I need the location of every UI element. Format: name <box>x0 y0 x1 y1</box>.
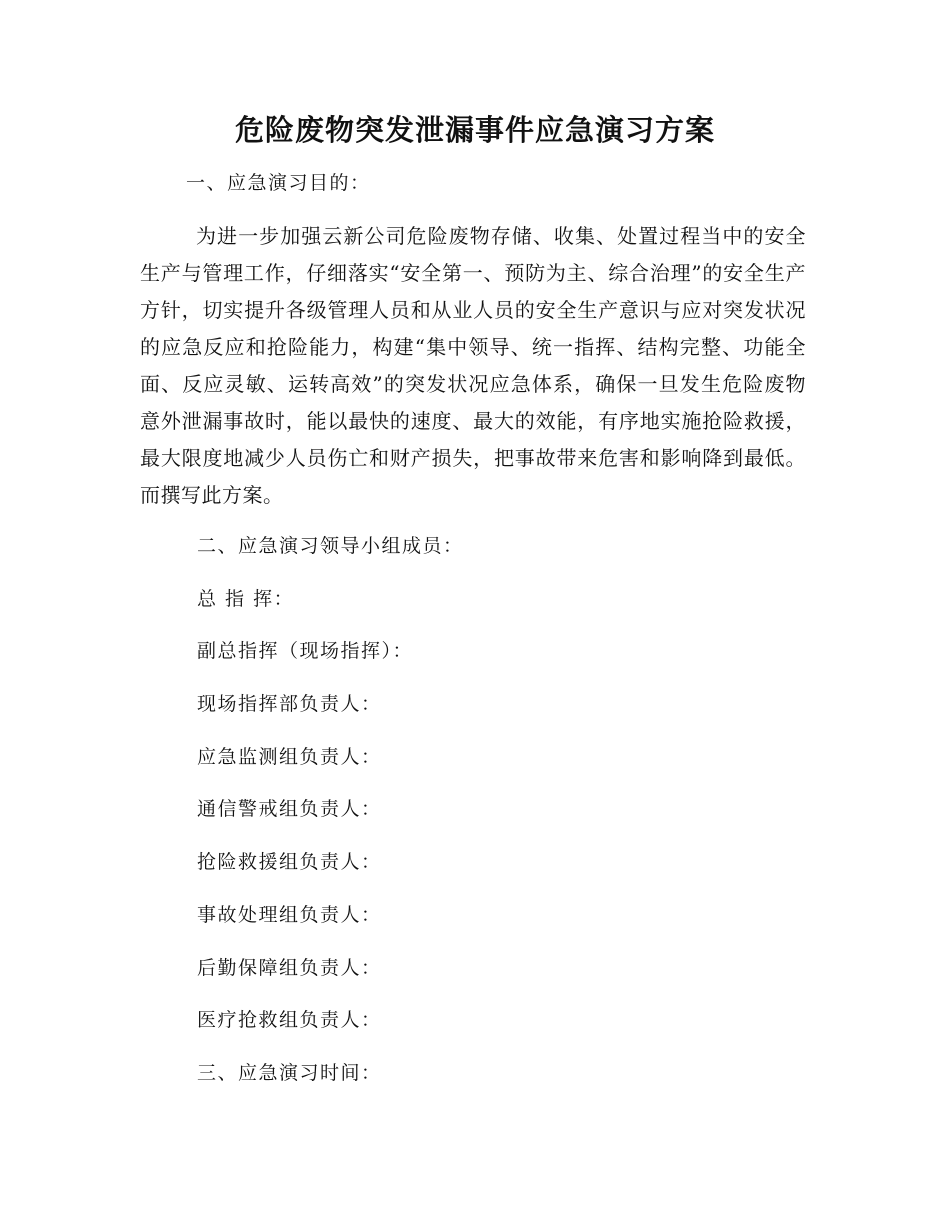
role-medical-lead: 医疗抢救组负责人： <box>197 1009 382 1032</box>
role-deputy-commander: 副总指挥（现场指挥）： <box>197 640 414 663</box>
document-title: 危险废物突发泄漏事件应急演习方案 <box>234 113 715 147</box>
role-monitoring-lead: 应急监测组负责人： <box>197 745 382 768</box>
role-incident-handling-lead: 事故处理组负责人： <box>197 903 382 926</box>
leadership-list <box>197 531 464 1111</box>
role-commander: 总 指 挥： <box>197 587 295 610</box>
role-rescue-lead: 抢险救援组负责人： <box>197 851 382 874</box>
role-comms-security-lead: 通信警戒组负责人： <box>197 798 382 821</box>
section-2-heading: 二、应急演习领导小组成员： <box>197 535 464 557</box>
purpose-paragraph: 为进一步加强云新公司危险废物存储、收集、处置过程当中的安全生产与管理工作，仔细落实“安全第一、预防为主、综合治理”的安全生产方针，切实提升各级管理人员和从业人员的安全生产意识与应对突发状况的应急反应和抢险能力，构建“集中领导、统一指挥、结构完整、功能全面、反应灵敏、运转高效”的突发状况应急体系，确保一旦发生危险废物意外泄漏事故时，能以最快的速度、最大的效能，有序地实施抢险救援，最大限度地减少人员伤亡和财产损失，把事故带来危害和影响降到最低。而撰写此方案。 <box>140 224 806 507</box>
section-1-heading: 一、应急演习目的： <box>186 172 371 194</box>
section-3-heading: 三、应急演习时间： <box>197 1061 382 1084</box>
role-site-hq-lead: 现场指挥部负责人： <box>197 693 382 716</box>
role-logistics-lead: 后勤保障组负责人： <box>197 956 382 979</box>
